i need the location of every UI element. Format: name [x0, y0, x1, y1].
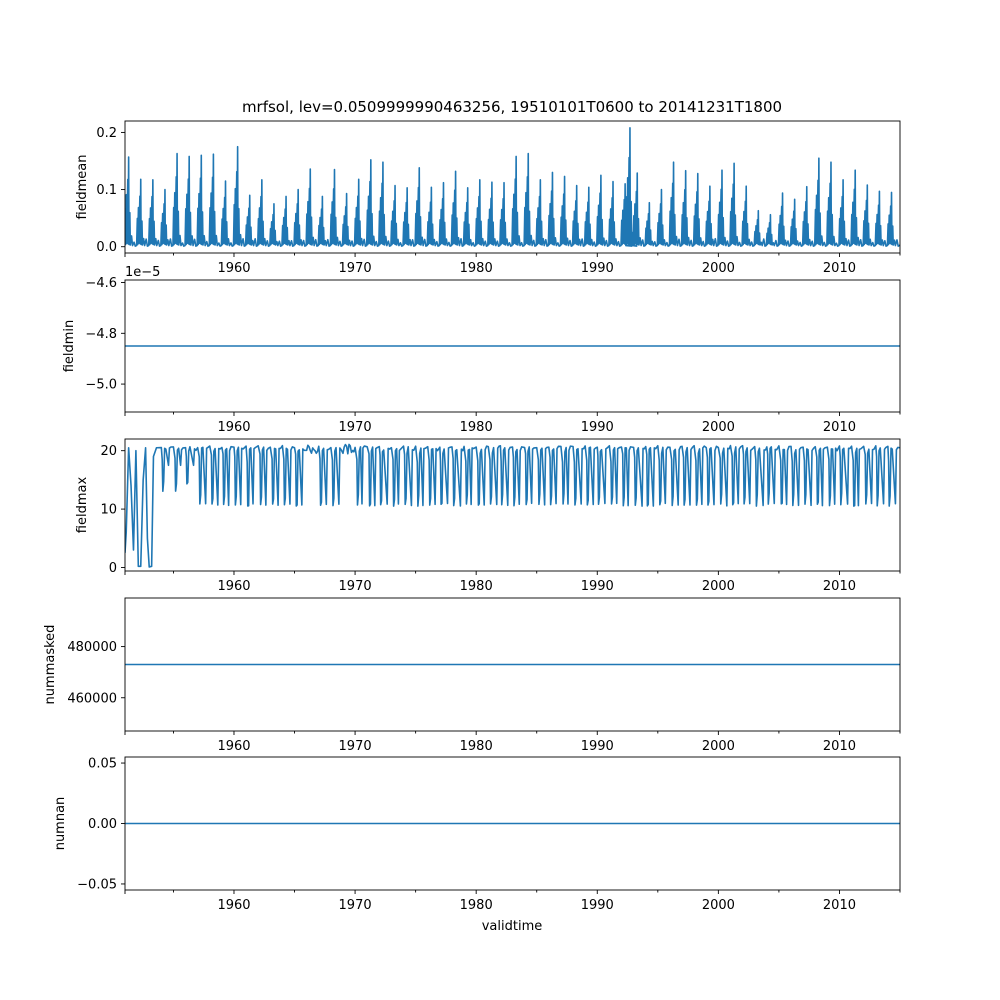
y-axis-label: nummasked: [43, 624, 58, 705]
y-tick-label: −4.8: [85, 326, 117, 342]
x-tick-label: 1980: [459, 261, 493, 276]
x-tick-label: 1990: [580, 420, 614, 435]
x-axis-label: validtime: [481, 919, 543, 934]
y-tick-label: 480000: [67, 640, 117, 656]
x-tick-label: 1970: [338, 739, 372, 754]
x-tick-label: 1980: [459, 739, 493, 754]
y-axis-label: fieldmax: [75, 476, 90, 534]
y-tick-label: 460000: [67, 691, 117, 707]
y-tick-label: −0.05: [77, 877, 117, 893]
chart-title: mrfsol, lev=0.0509999990463256, 19510101T0600 to 20141231T1800: [241, 98, 783, 116]
y-axis-label: fieldmean: [75, 154, 90, 220]
x-tick-label: 2010: [822, 261, 856, 276]
y-offset-label: 1e−5: [125, 265, 161, 280]
x-tick-label: 1990: [580, 739, 614, 754]
x-tick-label: 1990: [580, 579, 614, 594]
y-tick-label: 20: [100, 444, 117, 460]
y-tick-label: 0.2: [96, 125, 117, 141]
y-tick-label: 0.0: [96, 240, 117, 256]
y-tick-label: −5.0: [85, 377, 117, 393]
x-tick-label: 1980: [459, 420, 493, 435]
x-tick-label: 1960: [217, 579, 251, 594]
x-tick-label: 1990: [580, 261, 614, 276]
x-tick-label: 1970: [338, 579, 372, 594]
y-tick-label: 0.05: [88, 756, 117, 772]
y-tick-label: −4.6: [85, 276, 117, 292]
y-tick-label: 10: [100, 502, 117, 518]
x-tick-label: 1960: [217, 898, 251, 913]
y-tick-label: 0.1: [96, 183, 117, 199]
x-tick-label: 1960: [217, 739, 251, 754]
x-tick-label: 2000: [701, 420, 735, 435]
x-tick-label: 1960: [217, 420, 251, 435]
y-axis-label: numnan: [53, 796, 68, 851]
x-tick-label: 1970: [338, 261, 372, 276]
x-tick-label: 2000: [701, 579, 735, 594]
x-tick-label: 1980: [459, 579, 493, 594]
x-tick-label: 1990: [580, 898, 614, 913]
x-tick-label: 2000: [701, 898, 735, 913]
x-tick-label: 1970: [338, 420, 372, 435]
x-tick-label: 2010: [822, 579, 856, 594]
x-tick-label: 1960: [217, 261, 251, 276]
x-tick-label: 1980: [459, 898, 493, 913]
y-tick-label: 0.00: [88, 817, 117, 832]
x-tick-label: 2010: [822, 739, 856, 754]
x-tick-label: 2010: [822, 420, 856, 435]
x-tick-label: 2010: [822, 898, 856, 913]
x-tick-label: 1970: [338, 898, 372, 913]
x-tick-label: 2000: [701, 739, 735, 754]
y-tick-label: 0: [108, 560, 117, 576]
y-axis-label: fieldmin: [62, 319, 77, 373]
x-tick-label: 2000: [701, 261, 735, 276]
